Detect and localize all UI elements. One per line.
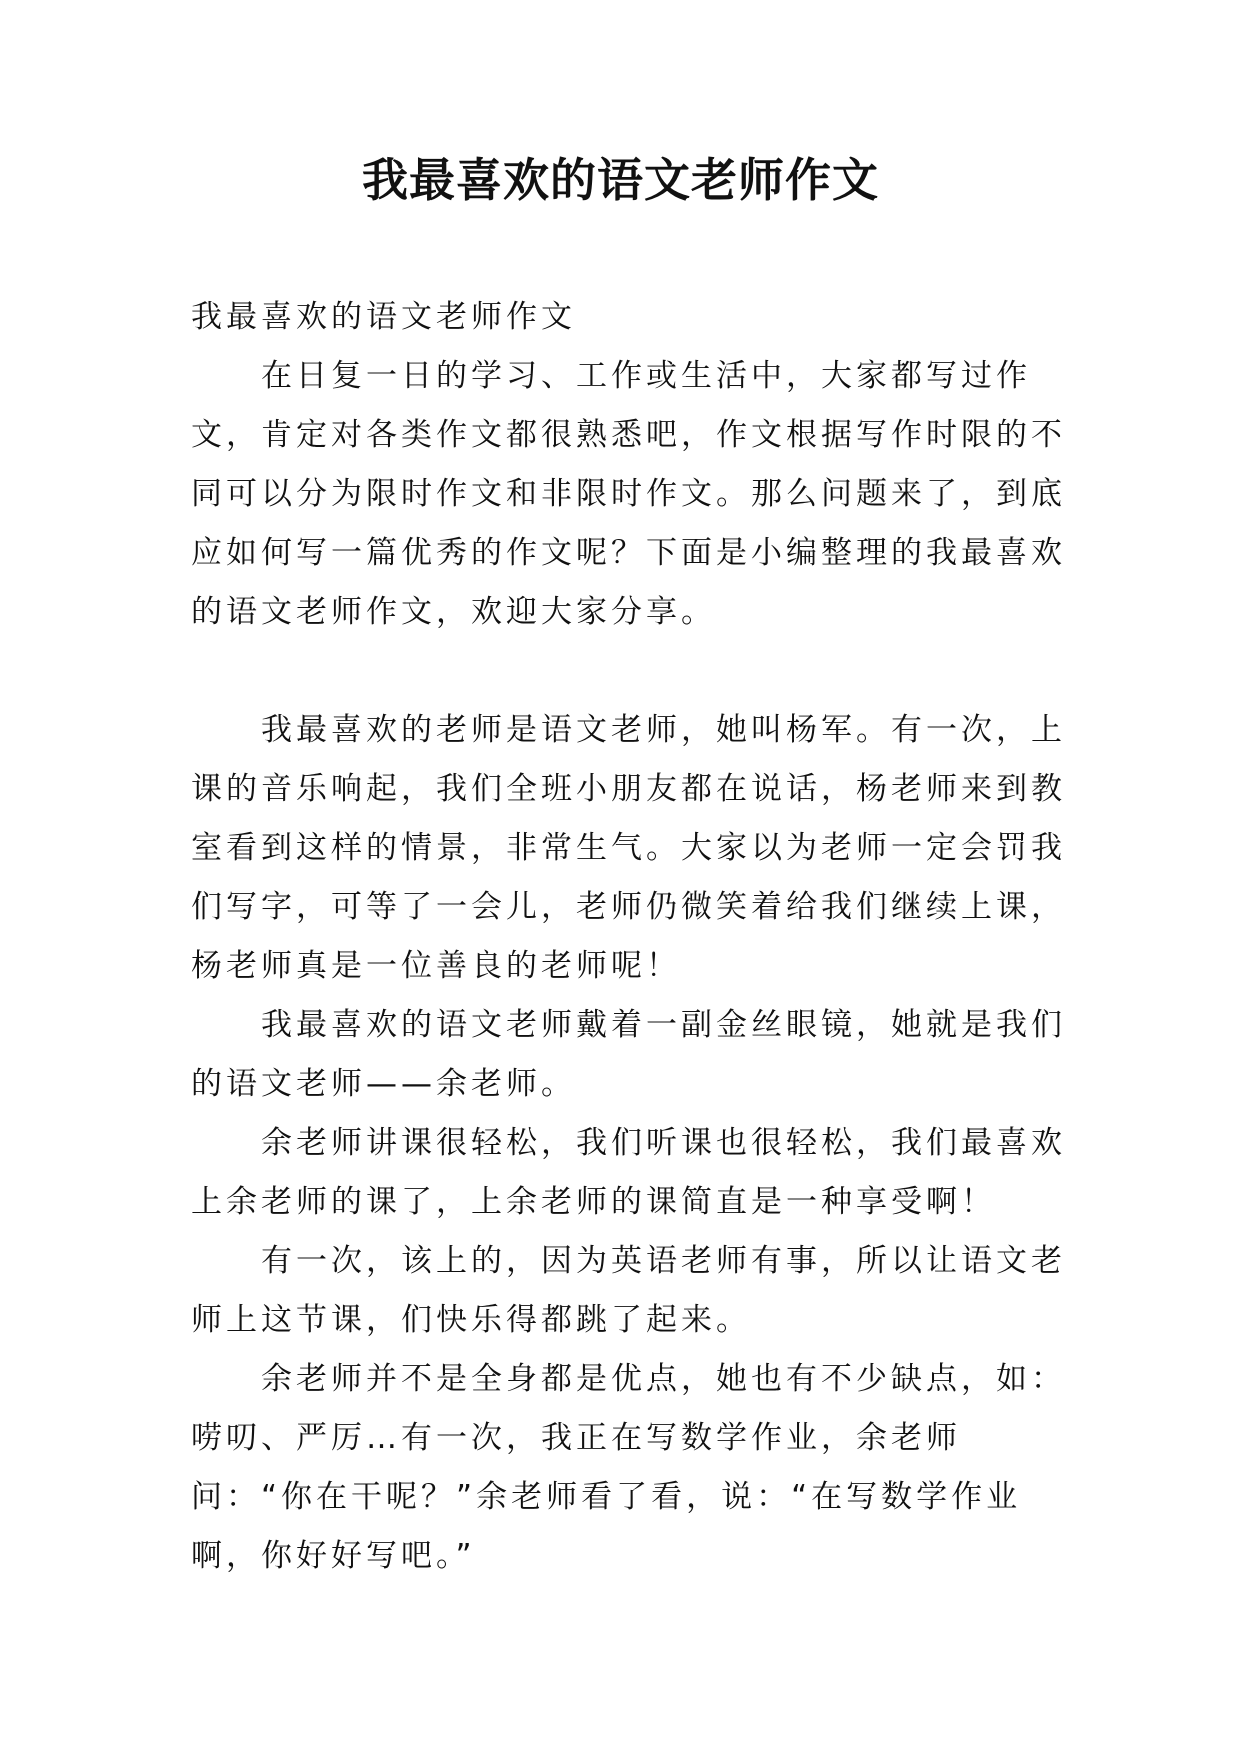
body-paragraph-5: 余老师并不是全身都是优点，她也有不少缺点，如：唠叨、严厉…有一次，我正在写数学作业，余老师问：“你在干呢？”余老师看了看，说：“在写数学作业啊，你好好写吧。”: [191, 1361, 1066, 1574]
document-body: [191, 288, 1071, 1586]
document-title: 我最喜欢的语文老师作文: [362, 153, 879, 207]
body-paragraph-1: 我最喜欢的老师是语文老师，她叫杨军。有一次，上课的音乐响起，我们全班小朋友都在说话，杨老师来到教室看到这样的情景，非常生气。大家以为老师一定会罚我们写字，可等了一会儿，老师仍微笑着给我们继续上课，杨老师真是一位善良的老师呢！: [191, 712, 1066, 984]
body-paragraph-2: 我最喜欢的语文老师戴着一副金丝眼镜，她就是我们的语文老师——余老师。: [191, 1007, 1066, 1102]
body-paragraph-4: 有一次，该上的，因为英语老师有事，所以让语文老师上这节课，们快乐得都跳了起来。: [191, 1243, 1066, 1338]
subtitle-paragraph: 我最喜欢的语文老师作文: [191, 299, 576, 335]
body-paragraph-3: 余老师讲课很轻松，我们听课也很轻松，我们最喜欢上余老师的课了，上余老师的课简直是一种享受啊！: [191, 1125, 1066, 1220]
intro-paragraph: 在日复一日的学习、工作或生活中，大家都写过作文，肯定对各类作文都很熟悉吧，作文根据写作时限的不同可以分为限时作文和非限时作文。那么问题来了，到底应如何写一篇优秀的作文呢？下面是小编整理的我最喜欢的语文老师作文，欢迎大家分享。: [191, 358, 1066, 630]
